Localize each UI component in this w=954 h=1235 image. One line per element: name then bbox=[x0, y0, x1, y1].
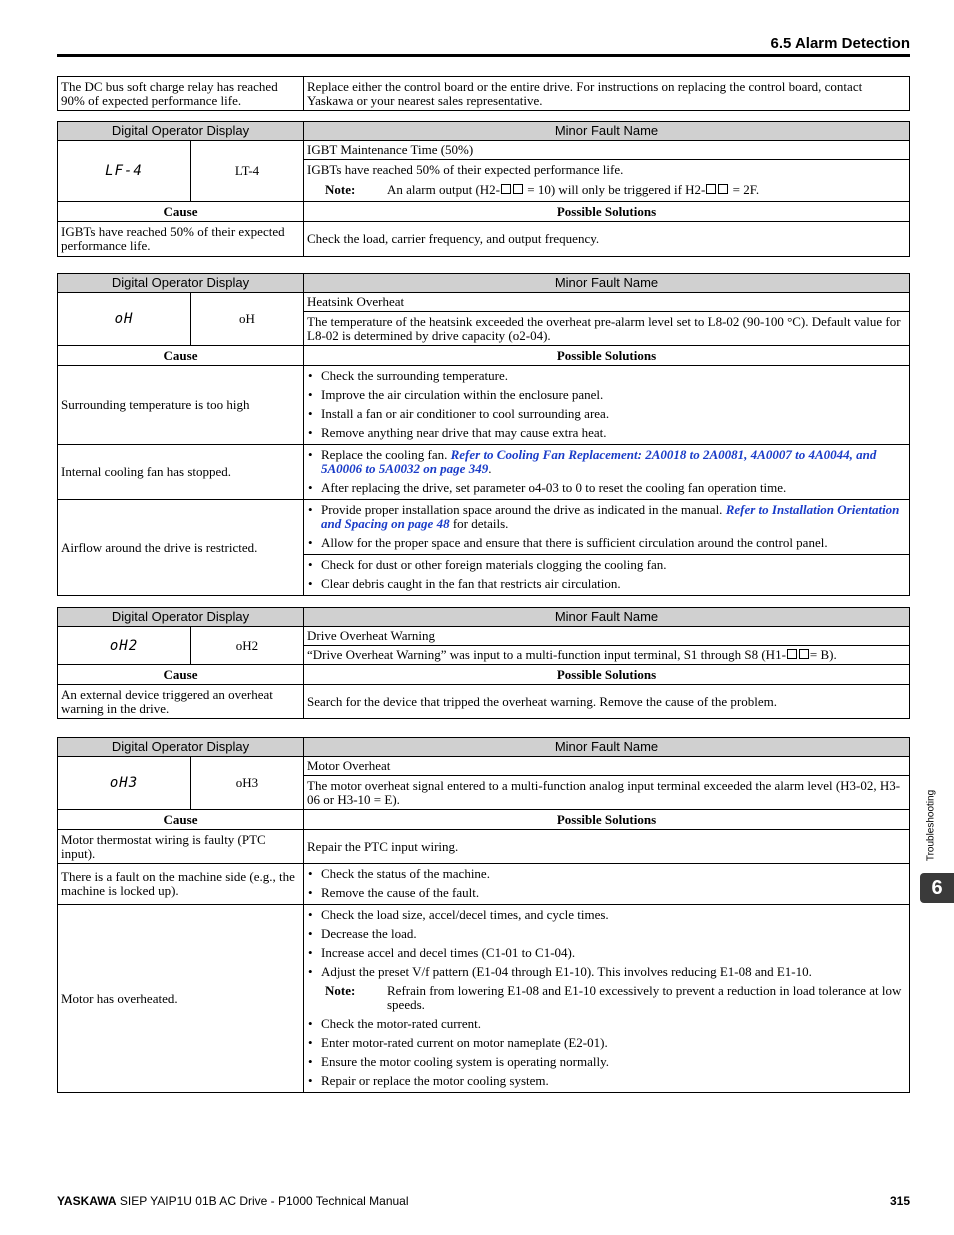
digital-operator-display-header: Digital Operator Display bbox=[58, 608, 304, 627]
lcd-display bbox=[58, 627, 191, 665]
digital-operator-display-header: Digital Operator Display bbox=[58, 274, 304, 293]
fault-table-oh2 bbox=[57, 607, 910, 719]
solutions-cell bbox=[304, 905, 910, 1093]
cause-cell: Airflow around the drive is restricted. bbox=[58, 500, 304, 596]
digital-operator-display-header: Digital Operator Display bbox=[58, 738, 304, 757]
solution-text-end: for details. bbox=[449, 516, 509, 531]
solution-list bbox=[307, 501, 906, 553]
fault-name: Motor Overheat bbox=[304, 757, 910, 776]
solution-cell: Replace either the control board or the entire drive. For instructions on replacing the control board, contact Yaskawa or your nearest sales representative. bbox=[304, 77, 910, 111]
cause-header: Cause bbox=[58, 810, 304, 830]
lcd-text: oH2 bbox=[109, 637, 139, 654]
placeholder-box-icon bbox=[787, 649, 797, 659]
minor-fault-name-header: Minor Fault Name bbox=[304, 738, 910, 757]
possible-solutions-header: Possible Solutions bbox=[304, 346, 910, 366]
note-text-c: = 2F. bbox=[729, 182, 760, 197]
chapter-tab[interactable]: 6 bbox=[920, 873, 954, 903]
solutions-cell bbox=[304, 366, 910, 445]
solution-item: • Allow for the proper space and ensure that there is sufficient circulation around the control panel. bbox=[307, 534, 906, 553]
cause-cell: Surrounding temperature is too high bbox=[58, 366, 304, 445]
description-text-a: “Drive Overheat Warning” was input to a multi-function input terminal, S1 through S8 (H1- bbox=[307, 647, 786, 662]
fault-description bbox=[304, 646, 910, 665]
solution-list bbox=[307, 906, 906, 982]
solution-item: • Check the motor-rated current. bbox=[307, 1015, 906, 1034]
solution-item: • Remove anything near drive that may cause extra heat. bbox=[307, 424, 906, 443]
cause-header: Cause bbox=[58, 202, 304, 222]
note-text-b: = 10) will only be triggered if H2- bbox=[524, 182, 706, 197]
solution-item: • Check for dust or other foreign materials clogging the cooling fan. bbox=[307, 556, 906, 575]
note bbox=[307, 181, 906, 200]
fault-name: Heatsink Overheat bbox=[304, 293, 910, 312]
top-continuation-table bbox=[57, 76, 910, 111]
description-text-b: = B). bbox=[809, 647, 837, 662]
fault-code: LT-4 bbox=[191, 141, 304, 202]
header-rule bbox=[57, 54, 910, 57]
fault-code: oH3 bbox=[191, 757, 304, 810]
solution-item: • Decrease the load. bbox=[307, 925, 906, 944]
possible-solutions-header: Possible Solutions bbox=[304, 202, 910, 222]
solution-cell: Search for the device that tripped the overheat warning. Remove the cause of the problem. bbox=[304, 685, 910, 719]
lcd-text: oH3 bbox=[109, 775, 139, 791]
side-section-label: Troubleshooting bbox=[925, 789, 937, 862]
solution-list bbox=[307, 556, 906, 594]
solution-item: • Ensure the motor cooling system is operating normally. bbox=[307, 1053, 906, 1072]
page-number: 315 bbox=[889, 1194, 910, 1208]
fault-name: IGBT Maintenance Time (50%) bbox=[304, 141, 910, 160]
note bbox=[307, 982, 906, 1015]
solutions-cell bbox=[304, 555, 910, 596]
solution-item: • Adjust the preset V/f pattern (E1-04 through E1-10). This involves reducing E1-08 and E1-10. bbox=[307, 963, 906, 982]
cause-header: Cause bbox=[58, 665, 304, 685]
solution-list bbox=[307, 1015, 906, 1091]
solution-item: • Improve the air circulation within the enclosure panel. bbox=[307, 386, 906, 405]
placeholder-box-icon bbox=[718, 184, 728, 194]
solution-item: • Check the surrounding temperature. bbox=[307, 367, 906, 386]
solution-text-end: . bbox=[488, 461, 492, 476]
solution-item: • Repair or replace the motor cooling system. bbox=[307, 1072, 906, 1091]
note-label: Note: bbox=[325, 983, 356, 998]
minor-fault-name-header: Minor Fault Name bbox=[304, 274, 910, 293]
footer-manual-title bbox=[57, 1194, 409, 1208]
fault-description bbox=[304, 160, 910, 202]
fault-description: The motor overheat signal entered to a multi-function analog input terminal exceeded the alarm level (H3-02, H3-06 or H3-10 = E). bbox=[304, 776, 910, 810]
section-title: 6.5 Alarm Detection bbox=[770, 35, 910, 52]
solution-item bbox=[307, 446, 906, 479]
cause-cell: The DC bus soft charge relay has reached 90% of expected performance life. bbox=[58, 77, 304, 111]
solution-item: • Clear debris caught in the fan that restricts air circulation. bbox=[307, 575, 906, 594]
solution-item: • Increase accel and decel times (C1-01 to C1-04). bbox=[307, 944, 906, 963]
description-text: IGBTs have reached 50% of their expected performance life. bbox=[307, 162, 624, 177]
solution-list bbox=[307, 367, 906, 443]
solution-item: • Check the status of the machine. bbox=[307, 865, 906, 884]
minor-fault-name-header: Minor Fault Name bbox=[304, 608, 910, 627]
solutions-cell bbox=[304, 864, 910, 905]
footer-brand: YASKAWA bbox=[57, 1194, 117, 1208]
lcd-text: oH bbox=[114, 311, 134, 327]
solution-item bbox=[307, 501, 906, 534]
placeholder-box-icon bbox=[513, 184, 523, 194]
possible-solutions-header: Possible Solutions bbox=[304, 665, 910, 685]
fault-table-oh3 bbox=[57, 737, 910, 1093]
placeholder-box-icon bbox=[501, 184, 511, 194]
lcd-display bbox=[58, 293, 191, 346]
cross-reference-link[interactable]: Refer to Cooling Fan Replacement: 2A0018 to 2A0081, 4A0007 to 4A0044, and 5A0006 to 5A0032 on page 349 bbox=[321, 447, 877, 476]
solutions-cell bbox=[304, 500, 910, 555]
placeholder-box-icon bbox=[706, 184, 716, 194]
solution-list bbox=[307, 865, 906, 903]
solution-list bbox=[307, 446, 906, 498]
solution-cell: Repair the PTC input wiring. bbox=[304, 830, 910, 864]
fault-name: Drive Overheat Warning bbox=[304, 627, 910, 646]
solution-item: • Enter motor-rated current on motor nameplate (E2-01). bbox=[307, 1034, 906, 1053]
solution-item: • Remove the cause of the fault. bbox=[307, 884, 906, 903]
possible-solutions-header: Possible Solutions bbox=[304, 810, 910, 830]
cause-header: Cause bbox=[58, 346, 304, 366]
solution-cell: Check the load, carrier frequency, and output frequency. bbox=[304, 222, 910, 257]
cause-cell: Motor thermostat wiring is faulty (PTC input). bbox=[58, 830, 304, 864]
fault-table-lt4 bbox=[57, 121, 910, 257]
solution-text: Replace the cooling fan. bbox=[321, 447, 451, 462]
cause-cell: Motor has overheated. bbox=[58, 905, 304, 1093]
footer-title-text: SIEP YAIP1U 01B AC Drive - P1000 Technical Manual bbox=[116, 1194, 409, 1208]
cause-cell: There is a fault on the machine side (e.g., the machine is locked up). bbox=[58, 864, 304, 905]
note-label: Note: bbox=[325, 182, 356, 197]
fault-code: oH bbox=[191, 293, 304, 346]
solutions-cell bbox=[304, 445, 910, 500]
lcd-display bbox=[58, 757, 191, 810]
cross-reference-link[interactable]: Refer to Installation Orientation and Spacing on page 48 bbox=[321, 502, 900, 531]
fault-table-oh bbox=[57, 273, 910, 596]
cause-cell: An external device triggered an overheat warning in the drive. bbox=[58, 685, 304, 719]
minor-fault-name-header: Minor Fault Name bbox=[304, 122, 910, 141]
note-text bbox=[387, 183, 906, 197]
fault-description: The temperature of the heatsink exceeded the overheat pre-alarm level set to L8-02 (90-100 °C). Default value for L8-02 is determined by drive capacity (o2-04). bbox=[304, 312, 910, 346]
fault-code: oH2 bbox=[191, 627, 304, 665]
solution-item: • After replacing the drive, set parameter o4-03 to 0 to reset the cooling fan operation time. bbox=[307, 479, 906, 498]
note-text-a: An alarm output (H2- bbox=[387, 182, 501, 197]
solution-item: • Install a fan or air conditioner to cool surrounding area. bbox=[307, 405, 906, 424]
lcd-text: LF-4 bbox=[105, 163, 143, 179]
cause-cell: Internal cooling fan has stopped. bbox=[58, 445, 304, 500]
note-text: Refrain from lowering E1-08 and E1-10 excessively to prevent a reduction in load tolerance at low speeds. bbox=[387, 983, 902, 1012]
digital-operator-display-header: Digital Operator Display bbox=[58, 122, 304, 141]
solution-text: Provide proper installation space around the drive as indicated in the manual. bbox=[321, 502, 726, 517]
lcd-display bbox=[58, 141, 191, 202]
placeholder-box-icon bbox=[799, 649, 809, 659]
cause-cell: IGBTs have reached 50% of their expected performance life. bbox=[58, 222, 304, 257]
solution-item: • Check the load size, accel/decel times, and cycle times. bbox=[307, 906, 906, 925]
